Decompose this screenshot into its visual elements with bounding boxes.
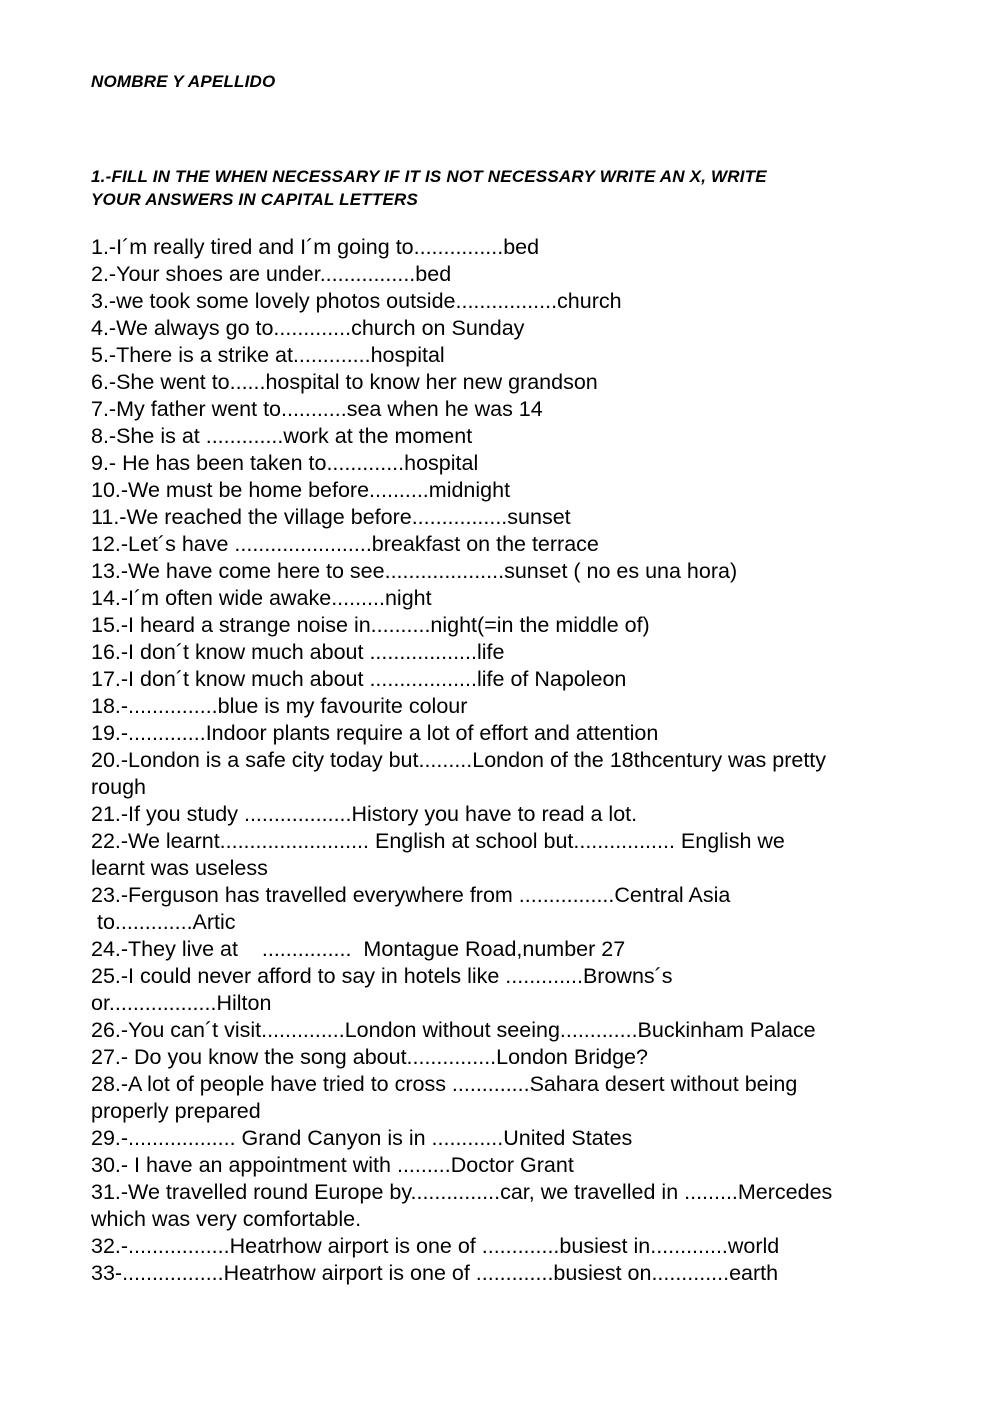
exercise-line: 2.-Your shoes are under................bed — [91, 262, 452, 286]
exercise-list — [91, 234, 931, 1287]
exercise-line: 6.-She went to......hospital to know her new grandson — [91, 370, 598, 394]
exercise-line: 25.-I could never afford to say in hotels like .............Browns´s — [91, 964, 673, 988]
exercise-line: 11.-We reached the village before................sunset — [91, 505, 571, 529]
exercise-line: 16.-I don´t know much about ..................life — [91, 640, 505, 664]
exercise-line: rough — [91, 775, 146, 799]
exercise-line: to.............Artic — [91, 910, 236, 934]
exercise-line: 12.-Let´s have .......................breakfast on the terrace — [91, 532, 599, 556]
exercise-line: 13.-We have come here to see....................sunset ( no es una hora) — [91, 559, 738, 583]
exercise-line: properly prepared — [91, 1099, 261, 1123]
exercise-line: 5.-There is a strike at.............hospital — [91, 343, 445, 367]
exercise-line: 19.-.............Indoor plants require a lot of effort and attention — [91, 721, 659, 745]
exercise-line: 17.-I don´t know much about ..................life of Napoleon — [91, 667, 627, 691]
exercise-line: 8.-She is at .............work at the moment — [91, 424, 473, 448]
exercise-line: 20.-London is a safe city today but.........London of the 18thcentury was pretty — [91, 748, 827, 772]
exercise-line: 26.-You can´t visit..............London without seeing.............Buckinham Palace — [91, 1018, 816, 1042]
exercise-line: or..................Hilton — [91, 991, 272, 1015]
exercise-line: 28.-A lot of people have tried to cross .............Sahara desert without being — [91, 1072, 798, 1096]
exercise-line: 7.-My father went to...........sea when he was 14 — [91, 397, 543, 421]
exercise-line: 30.- I have an appointment with .........Doctor Grant — [91, 1153, 574, 1177]
exercise-line: 18.-...............blue is my favourite colour — [91, 694, 468, 718]
exercise-line: 23.-Ferguson has travelled everywhere from ................Central Asia — [91, 883, 731, 907]
exercise-line: 9.- He has been taken to.............hospital — [91, 451, 479, 475]
instructions-line-2: YOUR ANSWERS IN CAPITAL LETTERS — [91, 190, 419, 209]
exercise-line: 27.- Do you know the song about...............London Bridge? — [91, 1045, 648, 1069]
exercise-line: 1.-I´m really tired and I´m going to...............bed — [91, 235, 540, 259]
exercise-line: 29.-.................. Grand Canyon is in ............United States — [91, 1126, 633, 1150]
exercise-line: 32.-.................Heatrhow airport is one of .............busiest in.............world — [91, 1234, 780, 1258]
exercise-line: 21.-If you study ..................History you have to read a lot. — [91, 802, 638, 826]
exercise-line: 33-.................Heatrhow airport is one of .............busiest on.............earth — [91, 1261, 779, 1285]
exercise-line: 3.-we took some lovely photos outside.................church — [91, 289, 622, 313]
exercise-line: 31.-We travelled round Europe by...............car, we travelled in .........Mercedes — [91, 1180, 833, 1204]
instructions-line-1: 1.-FILL IN THE WHEN NECESSARY IF IT IS NOT NECESSARY WRITE AN X, WRITE — [91, 167, 767, 186]
exercise-line: 10.-We must be home before..........midnight — [91, 478, 511, 502]
exercise-line: 15.-I heard a strange noise in..........night(=in the middle of) — [91, 613, 650, 637]
name-label: NOMBRE Y APELLIDO — [91, 72, 276, 91]
exercise-line: 24.-They live at ............... Montague Road,number 27 — [91, 937, 626, 961]
exercise-line: learnt was useless — [91, 856, 268, 880]
instructions-heading — [91, 165, 921, 211]
exercise-line: 4.-We always go to.............church on Sunday — [91, 316, 525, 340]
exercise-line: 22.-We learnt......................... English at school but................. English we — [91, 829, 785, 853]
exercise-line: 14.-I´m often wide awake.........night — [91, 586, 432, 610]
exercise-line: which was very comfortable. — [91, 1207, 362, 1231]
